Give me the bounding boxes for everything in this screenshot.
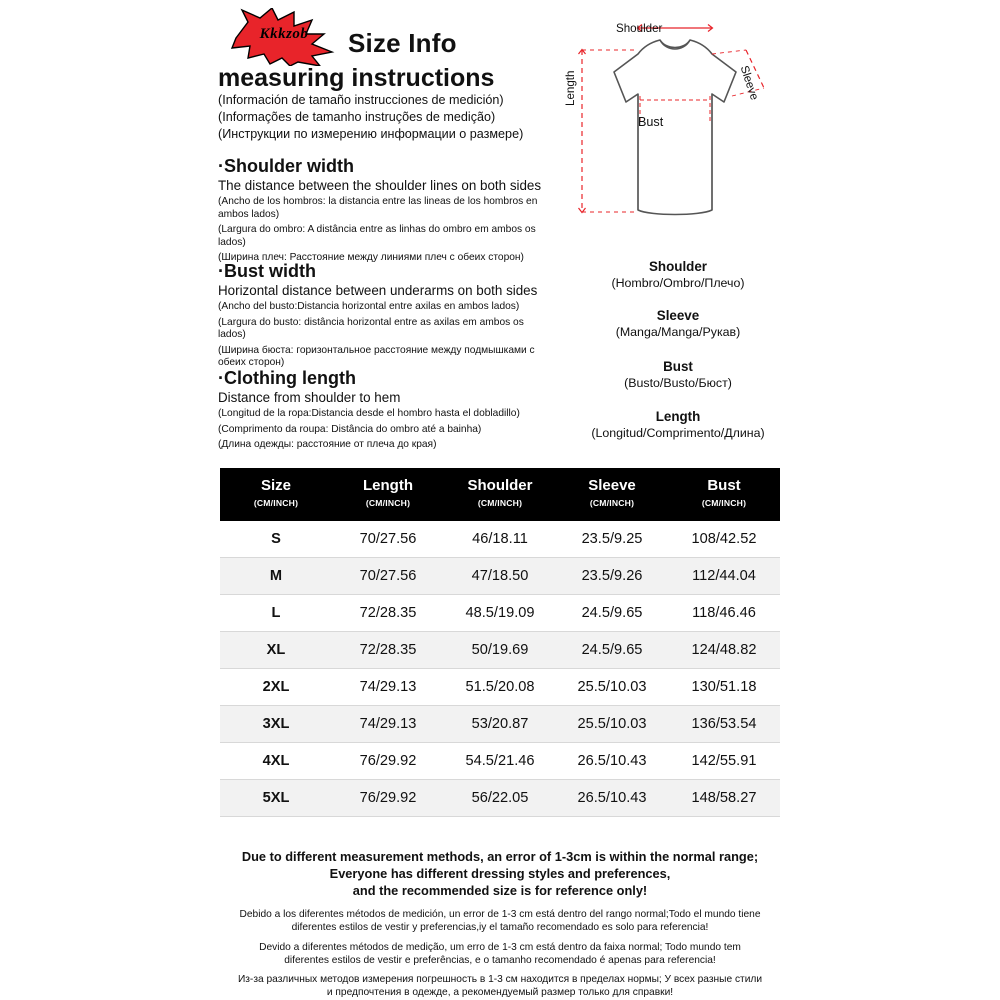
diagram-sleeve-label: Sleeve [737,64,761,102]
footer-disclaimer-ru [220,973,780,999]
footer-disclaimer-en [220,848,780,899]
footer-es-line-1: Debido a los diferentes métodos de medición, un error de 1-3 cm está dentro del rango normal;Todo el mundo tiene [239,909,761,920]
cell-shoulder: 47/18.50 [444,558,556,595]
column-unit: (CM/INCH) [365,498,411,508]
section-title: ·Bust width [218,261,316,281]
cell-shoulder: 53/20.87 [444,706,556,743]
column-label: Length [363,477,413,494]
cell-bust: 148/58.27 [668,780,780,817]
section-desc: Distance from shoulder to hem [218,390,401,405]
column-header-length [332,468,444,521]
cell-size: 3XL [220,706,332,743]
cell-length: 70/27.56 [332,558,444,595]
cell-sleeve: 24.5/9.65 [556,595,668,632]
legend-sub: (Manga/Manga/Рукав) [615,325,741,339]
table-row [220,558,780,595]
cell-shoulder: 50/19.69 [444,632,556,669]
legend-item-length [560,409,796,440]
cell-shoulder: 46/18.11 [444,521,556,558]
header-translation-ru: (Инструкции по измерению информации о размере) [218,127,524,141]
cell-sleeve: 26.5/10.43 [556,780,668,817]
cell-size: M [220,558,332,595]
section-note-ru: (Ширина плеч: Расстояние между линиями плеч с обеих сторон) [218,252,524,264]
footer-pt-line-2: diferentes estilos de vestir e preferências, e o tamanho recomendado é apenas para referencia! [284,955,716,966]
tshirt-measurement-diagram [560,24,790,244]
cell-bust: 136/53.54 [668,706,780,743]
legend-item-bust [560,359,796,390]
column-header-sleeve [556,468,668,521]
legend-item-sleeve [560,308,796,339]
section-bust-width [218,261,548,373]
footer-es-line-2: diferentes estilos de vestir y preferencias,iy el tamaño recomendado es solo para referencia! [291,922,709,933]
section-note-es: (Longitud de la ropa:Distancia desde el hombro hasta el dobladillo) [218,408,520,419]
cell-length: 70/27.56 [332,521,444,558]
section-note-es: (Ancho del busto:Distancia horizontal entre axilas en ambos lados) [218,301,520,312]
section-note-pt: (Comprimento da roupa: Distância do ombro até a bainha) [218,423,482,435]
header-translations [218,92,523,143]
cell-shoulder: 56/22.05 [444,780,556,817]
table-row [220,632,780,669]
cell-shoulder: 51.5/20.08 [444,669,556,706]
header-translation-pt: (Informações de tamanho instruções de medição) [218,110,496,124]
section-desc: Horizontal distance between underarms on both sides [218,283,538,298]
legend-name: Sleeve [656,308,700,323]
cell-bust: 108/42.52 [668,521,780,558]
tshirt-outline [614,40,736,215]
footer-en-line-3: and the recommended size is for reference only! [352,883,648,898]
footer-en-line-2: Everyone has different dressing styles and preferences, [329,866,671,881]
footer-pt-line-1: Devido a diferentes métodos de medição, um erro de 1-3 cm está dentro da faixa normal; Todo mundo tem [259,942,741,953]
table-row [220,780,780,817]
cell-sleeve: 25.5/10.03 [556,669,668,706]
section-desc: The distance between the shoulder lines on both sides [218,178,542,193]
cell-sleeve: 23.5/9.25 [556,521,668,558]
cell-shoulder: 48.5/19.09 [444,595,556,632]
legend-sub: (Busto/Busto/Бюст) [624,376,732,390]
diagram-bust-label: Bust [638,115,664,129]
table-row [220,743,780,780]
column-label: Size [260,477,291,494]
cell-length: 72/28.35 [332,632,444,669]
section-title: ·Shoulder width [218,156,354,176]
column-header-shoulder [444,468,556,521]
cell-length: 74/29.13 [332,669,444,706]
column-label: Bust [707,477,741,494]
column-unit: (CM/INCH) [477,498,523,508]
cell-size: 4XL [220,743,332,780]
column-label: Sleeve [588,477,636,494]
section-shoulder-width [218,156,548,268]
cell-sleeve: 26.5/10.43 [556,743,668,780]
cell-size: 2XL [220,669,332,706]
cell-bust: 118/46.46 [668,595,780,632]
cell-sleeve: 23.5/9.26 [556,558,668,595]
cell-bust: 142/55.91 [668,743,780,780]
cell-bust: 124/48.82 [668,632,780,669]
column-header-bust [668,468,780,521]
section-title: ·Clothing length [218,368,356,388]
footer-disclaimer-pt [220,941,780,967]
section-clothing-length [218,368,520,455]
cell-bust: 130/51.18 [668,669,780,706]
section-note-es: (Ancho de los hombros: la distancia entre las lineas de los hombros en ambos lados) [218,196,538,220]
diagram-length-label: Length [564,70,577,106]
section-note-pt: (Largura do ombro: A distância entre as linhas do ombro em ambos os lados) [218,224,536,248]
cell-size: L [220,595,332,632]
table-row [220,521,780,558]
cell-length: 74/29.13 [332,706,444,743]
page-subtitle: measuring instructions [218,64,495,92]
cell-length: 72/28.35 [332,595,444,632]
footer-disclaimer-es [220,908,780,934]
column-label: Shoulder [467,477,533,494]
size-table-body [220,521,780,817]
section-note-ru: (Длина одежды: расстояние от плеча до края) [218,439,437,451]
cell-size: XL [220,632,332,669]
column-unit: (CM/INCH) [589,498,635,508]
cell-sleeve: 25.5/10.03 [556,706,668,743]
cell-size: S [220,521,332,558]
cell-sleeve: 24.5/9.65 [556,632,668,669]
legend-name: Length [655,409,701,424]
legend-sub: (Longitud/Comprimento/Длина) [591,426,765,440]
legend-sub: (Hombro/Ombro/Плечо) [611,276,745,290]
section-note-pt: (Largura do busto: distância horizontal entre as axilas em ambos os lados) [218,316,524,341]
cell-shoulder: 54.5/21.46 [444,743,556,780]
footer-ru-line-1: Из-за различных методов измерения погрешность в 1-3 см находится в пределах нормы; У всех разные стили [237,974,763,985]
legend-name: Bust [663,359,693,374]
header-translation-es: (Información de tamaño instrucciones de medición) [218,93,504,107]
footer-ru-line-2: и предпочтения в одежде, а рекомендуемый размер только для справки! [326,987,674,998]
column-unit: (CM/INCH) [701,498,747,508]
brand-logo-text: Kkkzob [259,26,309,42]
table-row [220,669,780,706]
cell-bust: 112/44.04 [668,558,780,595]
size-table [220,468,780,817]
brand-logo [228,8,340,66]
legend-name: Shoulder [648,259,708,274]
table-row [220,595,780,632]
section-note-ru: (Ширина бюста: горизонтальное расстояние между подмышками с обеих сторон) [218,344,535,369]
table-header-row [220,468,780,521]
size-table-wrapper [220,468,780,817]
cell-size: 5XL [220,780,332,817]
column-header-size [220,468,332,521]
cell-length: 76/29.92 [332,743,444,780]
size-table-header [220,468,780,521]
column-unit: (CM/INCH) [253,498,299,508]
footer-en-line-1: Due to different measurement methods, an error of 1-3cm is within the normal range; [241,849,759,864]
cell-length: 76/29.92 [332,780,444,817]
diagram-shoulder-label: Shoulder [616,22,663,35]
legend-item-shoulder [560,259,796,290]
table-row [220,706,780,743]
page-title: Size Info [348,28,457,58]
